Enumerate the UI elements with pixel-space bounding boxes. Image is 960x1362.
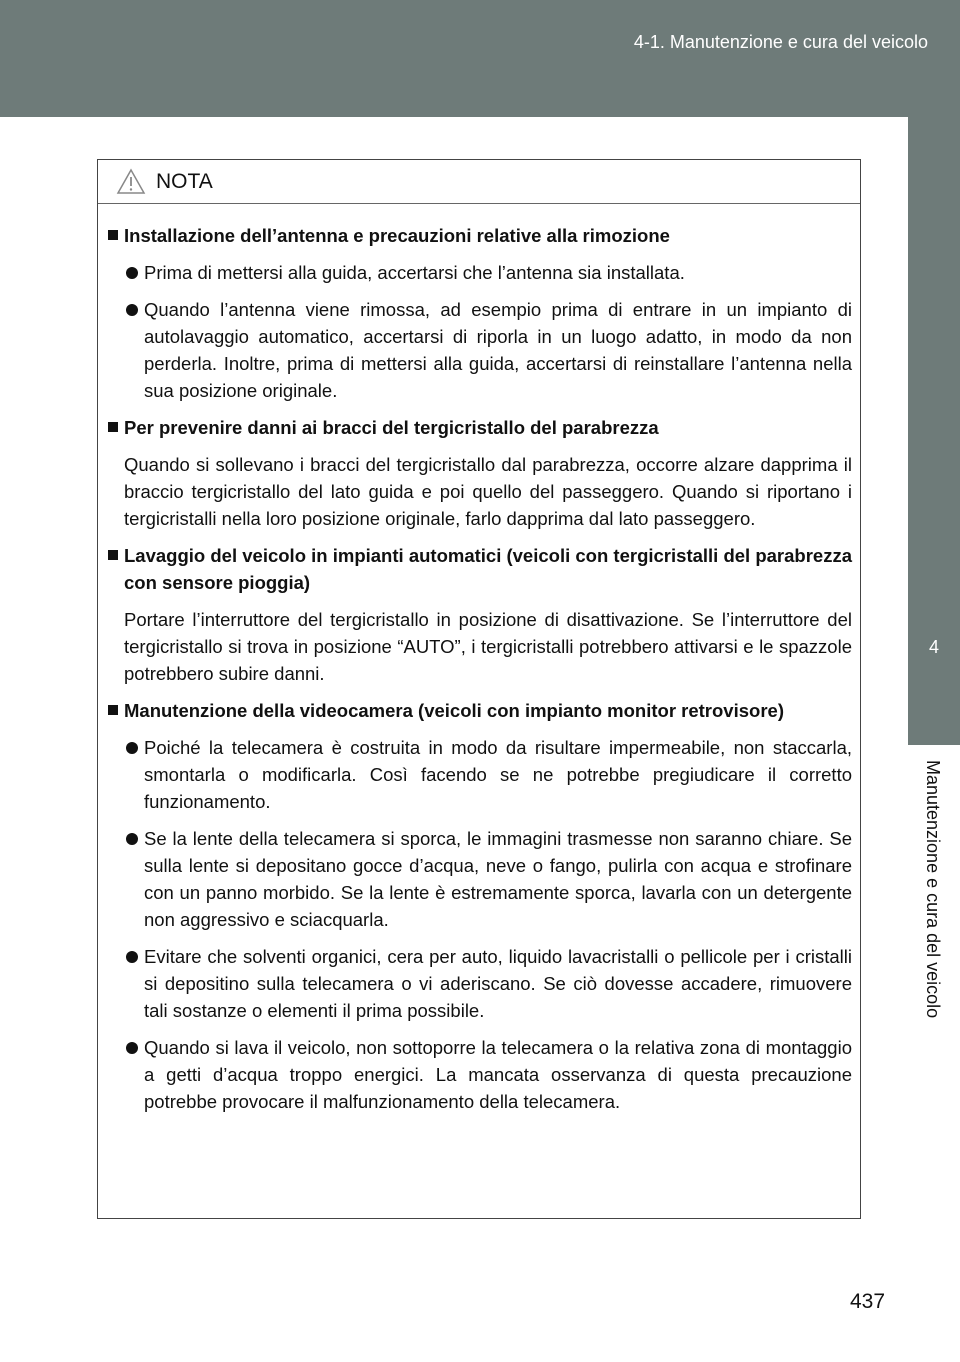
round-bullet-icon (126, 304, 138, 316)
list-item: Quando l’antenna viene rimossa, ad esempio prima di entrare in un impianto di autolavaggio automatico, accertarsi di riporla in un luogo adatto, in modo da non perderla. Inoltre, prima di mettersi alla guida, accertarsi di reinstallare l’antenna nella sua posizione originale. (106, 296, 852, 404)
list-item: Prima di mettersi alla guida, accertarsi che l’antenna sia installata. (106, 259, 852, 286)
note-header (98, 160, 860, 204)
warning-triangle-icon (116, 168, 146, 195)
round-bullet-icon (126, 267, 138, 279)
round-bullet-icon (126, 951, 138, 963)
section-paragraph: Quando si sollevano i bracci del tergicristallo dal parabrezza, occorre alzare dapprima il braccio tergicristallo del lato guida e poi quello del passeggero. Quando si riportano i tergicristalli nella loro posizione originale, farlo dapprima dal lato passeggero. (124, 454, 852, 529)
round-bullet-icon (126, 1042, 138, 1054)
list-item: Quando si lava il veicolo, non sottoporre la telecamera o la relativa zona di montaggio a getti d’acqua troppo energici. La mancata osservanza di questa precauzione potrebbe provocare il malfunzionamento della telecamera. (106, 1034, 852, 1115)
round-bullet-icon (126, 742, 138, 754)
chapter-number: 4 (928, 637, 939, 657)
square-bullet-icon (108, 230, 118, 240)
page-number: 437 (850, 1290, 886, 1313)
note-body (98, 204, 860, 1115)
round-bullet-icon (126, 833, 138, 845)
list-item: Se la lente della telecamera si sporca, le immagini trasmesse non saranno chiare. Se sulla lente si depositano gocce d’acqua, neve o fango, pulirla con acqua e strofinare con un panno morbido. Se la lente è estremamente sporca, lavarla con un detergente non aggressivo e sciacquarla. (106, 825, 852, 933)
list-item: Poiché la telecamera è costruita in modo da risultare impermeabile, non staccarla, smontarla o modificarla. Così facendo se ne potrebbe pregiudicare il corretto funzionamento. (106, 734, 852, 815)
section-heading: Lavaggio del veicolo in impianti automatici (veicoli con tergicristalli del parabrezza con sensore pioggia) (106, 542, 852, 596)
list-item: Evitare che solventi organici, cera per auto, liquido lavacristalli o pellicole per i cristalli si depositino sulla telecamera o vi aderiscano. Se ciò dovesse accadere, rimuovere tali sostanze o elementi il prima possibile. (106, 943, 852, 1024)
note-box (97, 159, 861, 1219)
page-header (0, 0, 960, 117)
section-heading: Installazione dell’antenna e precauzioni relative alla rimozione (106, 222, 852, 249)
square-bullet-icon (108, 422, 118, 432)
chapter-tab (908, 117, 960, 745)
section-title: 4-1. Manutenzione e cura del veicolo (633, 32, 928, 52)
section-heading: Per prevenire danni ai bracci del tergicristallo del parabrezza (106, 414, 852, 441)
section-heading: Manutenzione della videocamera (veicoli con impianto monitor retrovisore) (106, 697, 852, 724)
note-title: NOTA (156, 170, 213, 193)
chapter-label-container (908, 760, 960, 1060)
chapter-label: Manutenzione e cura del veicolo (923, 760, 943, 1019)
square-bullet-icon (108, 550, 118, 560)
section-paragraph: Portare l’interruttore del tergicristallo in posizione di disattivazione. Se l’interruttore del tergicristallo si trova in posizione “AUTO”, i tergicristalli potrebbero attivarsi e le spazzole potrebbero subire danni. (124, 609, 852, 684)
square-bullet-icon (108, 705, 118, 715)
